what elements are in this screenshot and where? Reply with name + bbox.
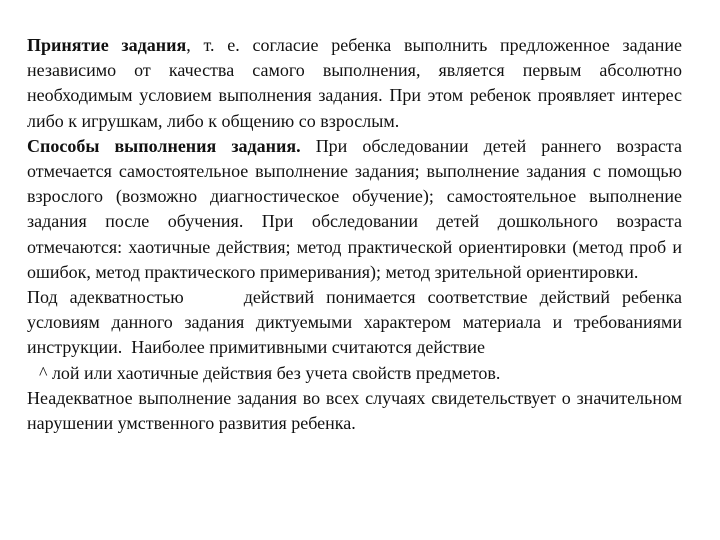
paragraph-methods xyxy=(27,134,682,285)
heading-task-acceptance: Принятие задания xyxy=(27,35,187,55)
paragraph-chaotic-actions xyxy=(27,361,682,386)
paragraph-adequacy xyxy=(27,285,687,361)
document-body xyxy=(27,33,687,436)
text-methods: При обследовании детей раннего возраста отмечается самостоятельное выполнение задания; выполнение задания с помощью взрослого (возможно диагностическое обучение); самостоятельное выполнение задания после обучения. При обследовании детей дошкольного возраста отмечаются: хаотичные действия; метод практической ориентировки (метод проб и ошибок, метод практического примеривания); метод зрительной ориентировки. xyxy=(27,135,682,282)
text-adequacy: Под адекватностью действий понимается соответствие действий ребенка условиям данного задания диктуемыми характером материала и требованиями инструкции. Наиболее примитивными считаются действие xyxy=(27,287,687,358)
paragraph-task-acceptance xyxy=(27,33,682,134)
text-inadequate: Неадекватное выполнение задания во всех случаях свидетельствует о значительном нарушении умственного развития ребенка. xyxy=(27,387,682,434)
heading-methods: Способы выполнения задания. xyxy=(27,135,301,156)
text-task-acceptance: , т. е. согласие ребенка выполнить предложенное задание независимо от качества самого выполнения, является первым абсолютно необходимым условием выполнения задания. При этом ребенок проявляет интерес либо к игрушкам, либо к общению со взрослым. xyxy=(27,35,682,131)
paragraph-inadequate xyxy=(27,386,682,436)
text-chaotic-actions: ^ лой или хаотичные действия без учета свойств предметов. xyxy=(39,362,501,383)
